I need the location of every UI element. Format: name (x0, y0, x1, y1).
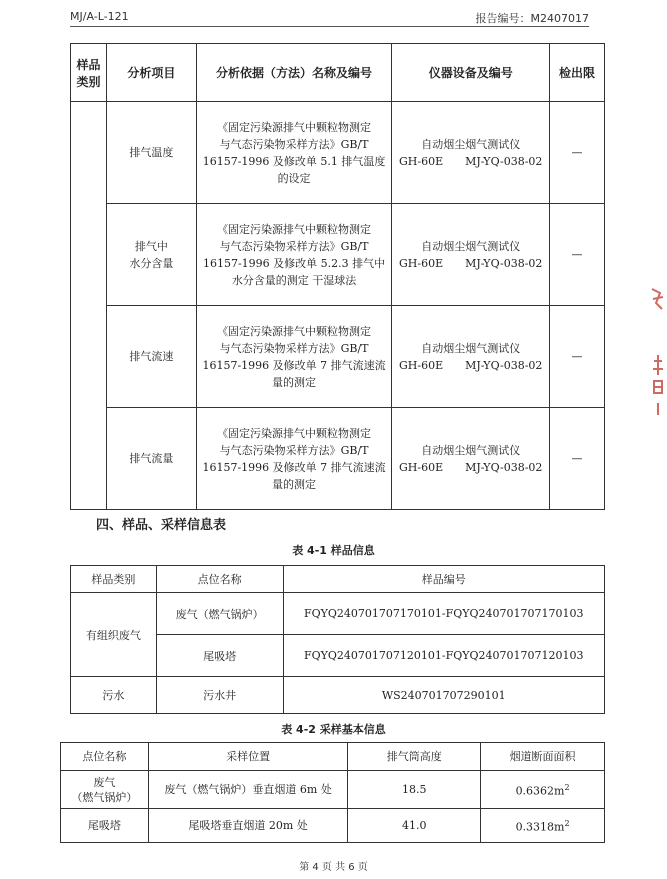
table-row (71, 408, 605, 510)
analysis-item: 排气流速 (106, 306, 196, 408)
sampling-location: 废气（燃气锅炉）垂直烟道 6m 处 (148, 771, 348, 809)
sampling-location: 尾吸塔垂直烟道 20m 处 (148, 809, 348, 843)
instrument: 自动烟尘烟气测试仪 GH-60E MJ-YQ-038-02 (392, 204, 550, 306)
detection-limit: — (550, 204, 605, 306)
section-title: 四、样品、采样信息表 (96, 518, 227, 533)
table-row (71, 204, 605, 306)
sampling-info-table (60, 742, 605, 843)
col-header-item: 分析项目 (106, 44, 196, 102)
sample-category: 有组织废气 (71, 593, 157, 677)
analysis-item: 排气流量 (106, 408, 196, 510)
seal-stamp-fragment (648, 283, 667, 418)
unit-exponent: 2 (564, 783, 570, 793)
col-header-sample-type: 样品 类别 (71, 44, 107, 102)
point-name: 尾吸塔 (61, 809, 149, 843)
col-header-instrument: 仪器设备及编号 (392, 44, 550, 102)
sample-info-table (70, 565, 605, 714)
instrument: 自动烟尘烟气测试仪 GH-60E MJ-YQ-038-02 (392, 408, 550, 510)
col-header-stack-height: 排气筒高度 (348, 743, 481, 771)
header-report-number: 报告编号：M2407017 (475, 12, 589, 25)
methods-table (70, 43, 605, 510)
page-footer: 第 4 页 共 6 页 (299, 862, 368, 873)
table-4-2-caption: 表 4-2 采样基本信息 (281, 723, 386, 736)
table-row (61, 771, 605, 809)
sample-code: WS240701707290101 (283, 677, 605, 714)
detection-limit: — (550, 408, 605, 510)
sample-code: FQYQ240701707120101-FQYQ240701707120103 (283, 635, 605, 677)
table-header-row (71, 566, 605, 593)
col-header-limit: 检出限 (550, 44, 605, 102)
point-name: 尾吸塔 (156, 635, 283, 677)
point-name: 污水井 (156, 677, 283, 714)
stack-height: 41.0 (348, 809, 481, 843)
col-header-sample-code: 样品编号 (283, 566, 605, 593)
point-name: 废气（燃气锅炉） (156, 593, 283, 635)
header-doc-code: MJ/A-L-121 (70, 10, 129, 23)
sample-type-cell (71, 102, 107, 510)
analysis-item: 排气温度 (106, 102, 196, 204)
col-header-method: 分析依据（方法）名称及编号 (196, 44, 392, 102)
table-row (71, 593, 605, 635)
method-reference: 《固定污染源排气中颗粒物测定 与气态污染物采样方法》GB/T 16157-1996 及修改单 7 排气流速流 量的测定 (196, 408, 392, 510)
instrument: 自动烟尘烟气测试仪 GH-60E MJ-YQ-038-02 (392, 102, 550, 204)
col-header-sample-category: 样品类别 (71, 566, 157, 593)
instrument: 自动烟尘烟气测试仪 GH-60E MJ-YQ-038-02 (392, 306, 550, 408)
sample-category: 污水 (71, 677, 157, 714)
method-reference: 《固定污染源排气中颗粒物测定 与气态污染物采样方法》GB/T 16157-1996 及修改单 7 排气流速流 量的测定 (196, 306, 392, 408)
unit-exponent: 2 (564, 819, 570, 829)
table-row (61, 809, 605, 843)
methods-header-row (71, 44, 605, 102)
table-header-row (61, 743, 605, 771)
flue-area (481, 771, 605, 809)
flue-area (481, 809, 605, 843)
flue-area-value: 0.3318m (515, 820, 565, 834)
flue-area-value: 0.6362m (515, 784, 565, 798)
col-header-area: 烟道断面面积 (481, 743, 605, 771)
point-name: 废气 （燃气锅炉） (61, 771, 149, 809)
method-reference: 《固定污染源排气中颗粒物测定 与气态污染物采样方法》GB/T 16157-1996 及修改单 5.1 排气温度 的设定 (196, 102, 392, 204)
col-header-point-name: 点位名称 (61, 743, 149, 771)
col-header-point-name: 点位名称 (156, 566, 283, 593)
col-header-location: 采样位置 (148, 743, 348, 771)
stack-height: 18.5 (348, 771, 481, 809)
header-divider (70, 26, 589, 27)
detection-limit: — (550, 306, 605, 408)
sample-code: FQYQ240701707170101-FQYQ240701707170103 (283, 593, 605, 635)
analysis-item: 排气中 水分含量 (106, 204, 196, 306)
method-reference: 《固定污染源排气中颗粒物测定 与气态污染物采样方法》GB/T 16157-1996 及修改单 5.2.3 排气中 水分含量的测定 干湿球法 (196, 204, 392, 306)
table-row (71, 677, 605, 714)
detection-limit: — (550, 102, 605, 204)
table-row (71, 306, 605, 408)
table-4-1-caption: 表 4-1 样品信息 (292, 544, 375, 557)
table-row (71, 102, 605, 204)
